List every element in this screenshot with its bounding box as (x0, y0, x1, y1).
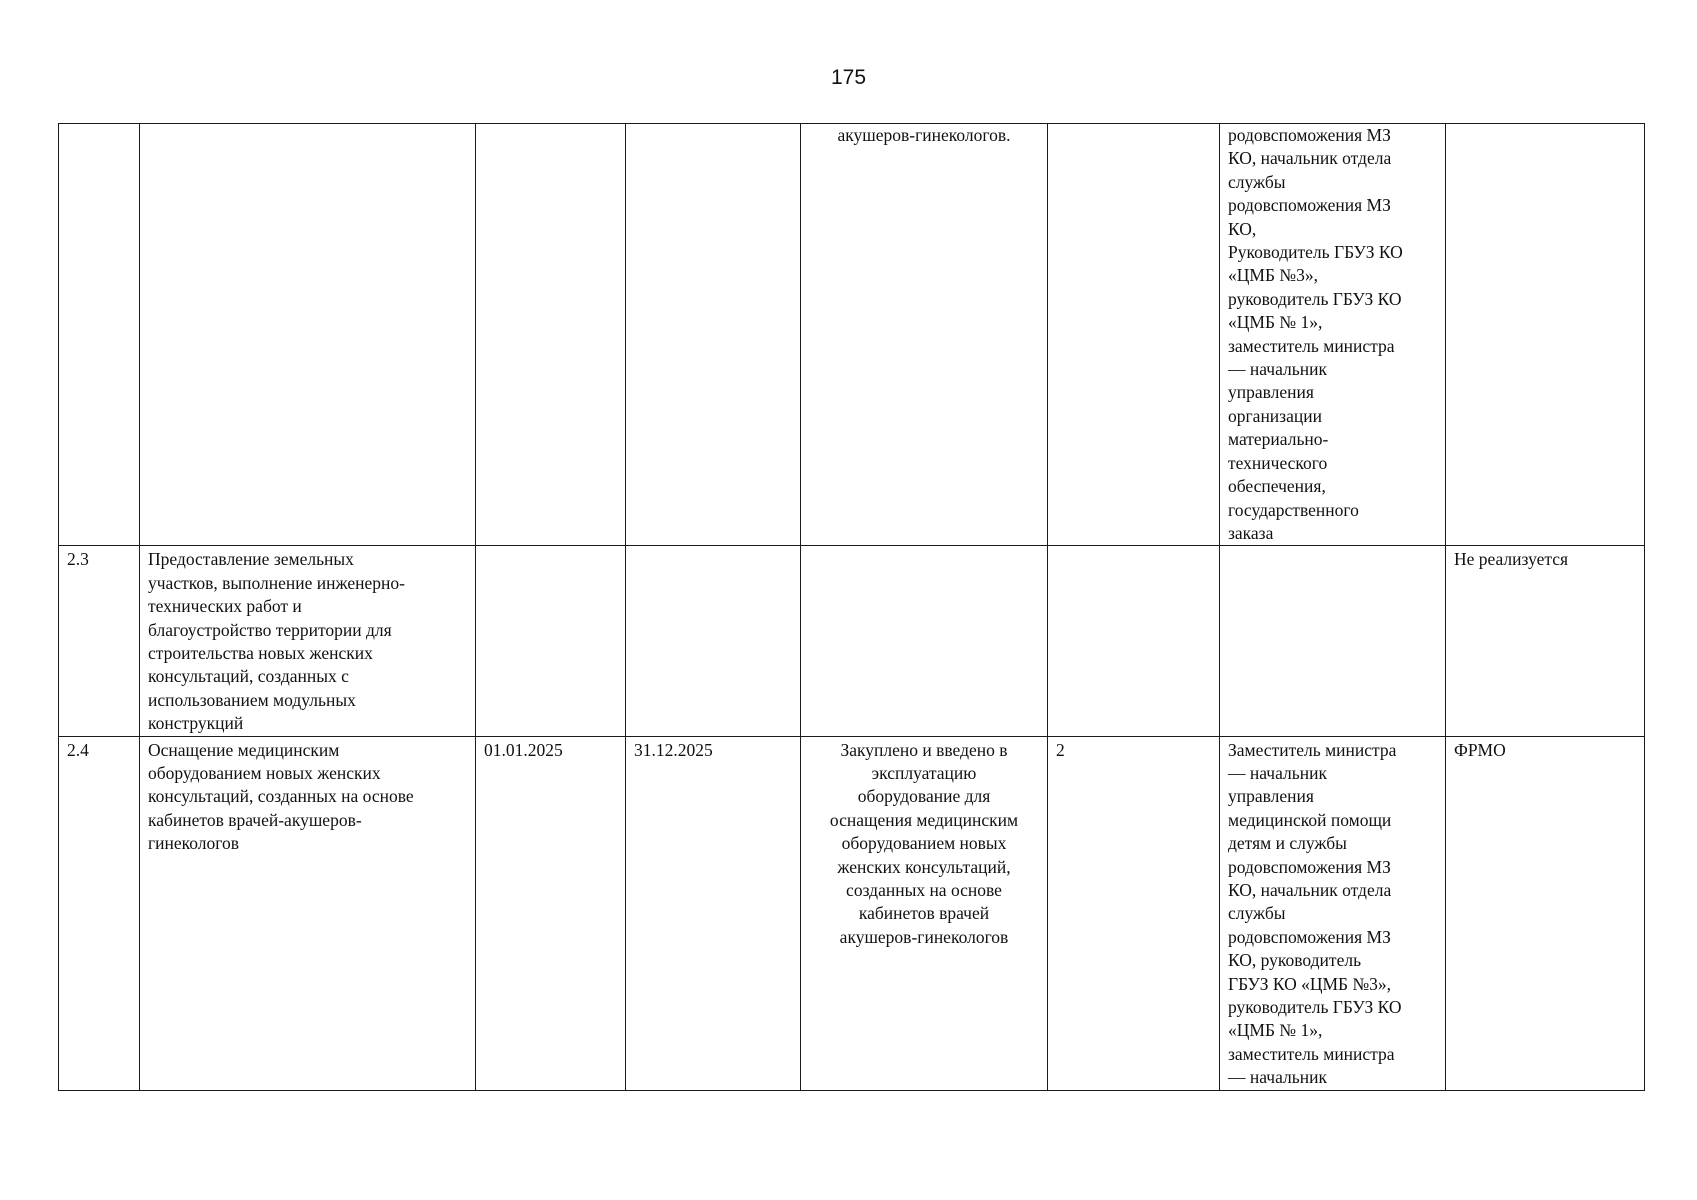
cell-start-date (476, 546, 626, 736)
cell-responsible: родовспоможения МЗ КО, начальник отдела службы родовспоможения МЗ КО, Руководитель ГБУЗ КО «ЦМБ №3», руководитель ГБУЗ КО «ЦМБ № 1», заместитель министра — начальник управления организации материально- технического обеспечения, государственного заказа (1220, 124, 1446, 546)
cell-end-date (626, 124, 801, 546)
cell-activity-name: Предоставление земельных участков, выполнение инженерно- технических работ и благоустройство территории для строительства новых женских консультаций, созданных с использованием модульных конструкций (140, 546, 476, 736)
table-row (59, 736, 1645, 1090)
cell-responsible (1220, 546, 1446, 736)
cell-value (1048, 546, 1220, 736)
cell-information-system: ФРМО (1446, 736, 1645, 1090)
cell-number: 2.4 (59, 736, 140, 1090)
cell-end-date (626, 546, 801, 736)
cell-start-date (476, 124, 626, 546)
cell-value (1048, 124, 1220, 546)
activities-table (58, 123, 1645, 1091)
table-row (59, 124, 1645, 546)
table-row (59, 546, 1645, 736)
cell-responsible: Заместитель министра — начальник управления медицинской помощи детям и службы родовспоможения МЗ КО, начальник отдела службы родовспоможения МЗ КО, руководитель ГБУЗ КО «ЦМБ №3», руководитель ГБУЗ КО «ЦМБ № 1», заместитель министра — начальник (1220, 736, 1446, 1090)
cell-information-system: Не реализуется (1446, 546, 1645, 736)
cell-value: 2 (1048, 736, 1220, 1090)
cell-number: 2.3 (59, 546, 140, 736)
cell-start-date: 01.01.2025 (476, 736, 626, 1090)
cell-number (59, 124, 140, 546)
cell-result (801, 546, 1048, 736)
cell-information-system (1446, 124, 1645, 546)
page-number: 175 (830, 66, 867, 89)
cell-activity-name: Оснащение медицинским оборудованием новых женских консультаций, созданных на основе кабинетов врачей-акушеров- гинекологов (140, 736, 476, 1090)
cell-result: акушеров-гинекологов. (801, 124, 1048, 546)
cell-activity-name (140, 124, 476, 546)
cell-end-date: 31.12.2025 (626, 736, 801, 1090)
cell-result: Закуплено и введено в эксплуатацию оборудование для оснащения медицинским оборудованием новых женских консультаций, созданных на основе кабинетов врачей акушеров-гинекологов (801, 736, 1048, 1090)
